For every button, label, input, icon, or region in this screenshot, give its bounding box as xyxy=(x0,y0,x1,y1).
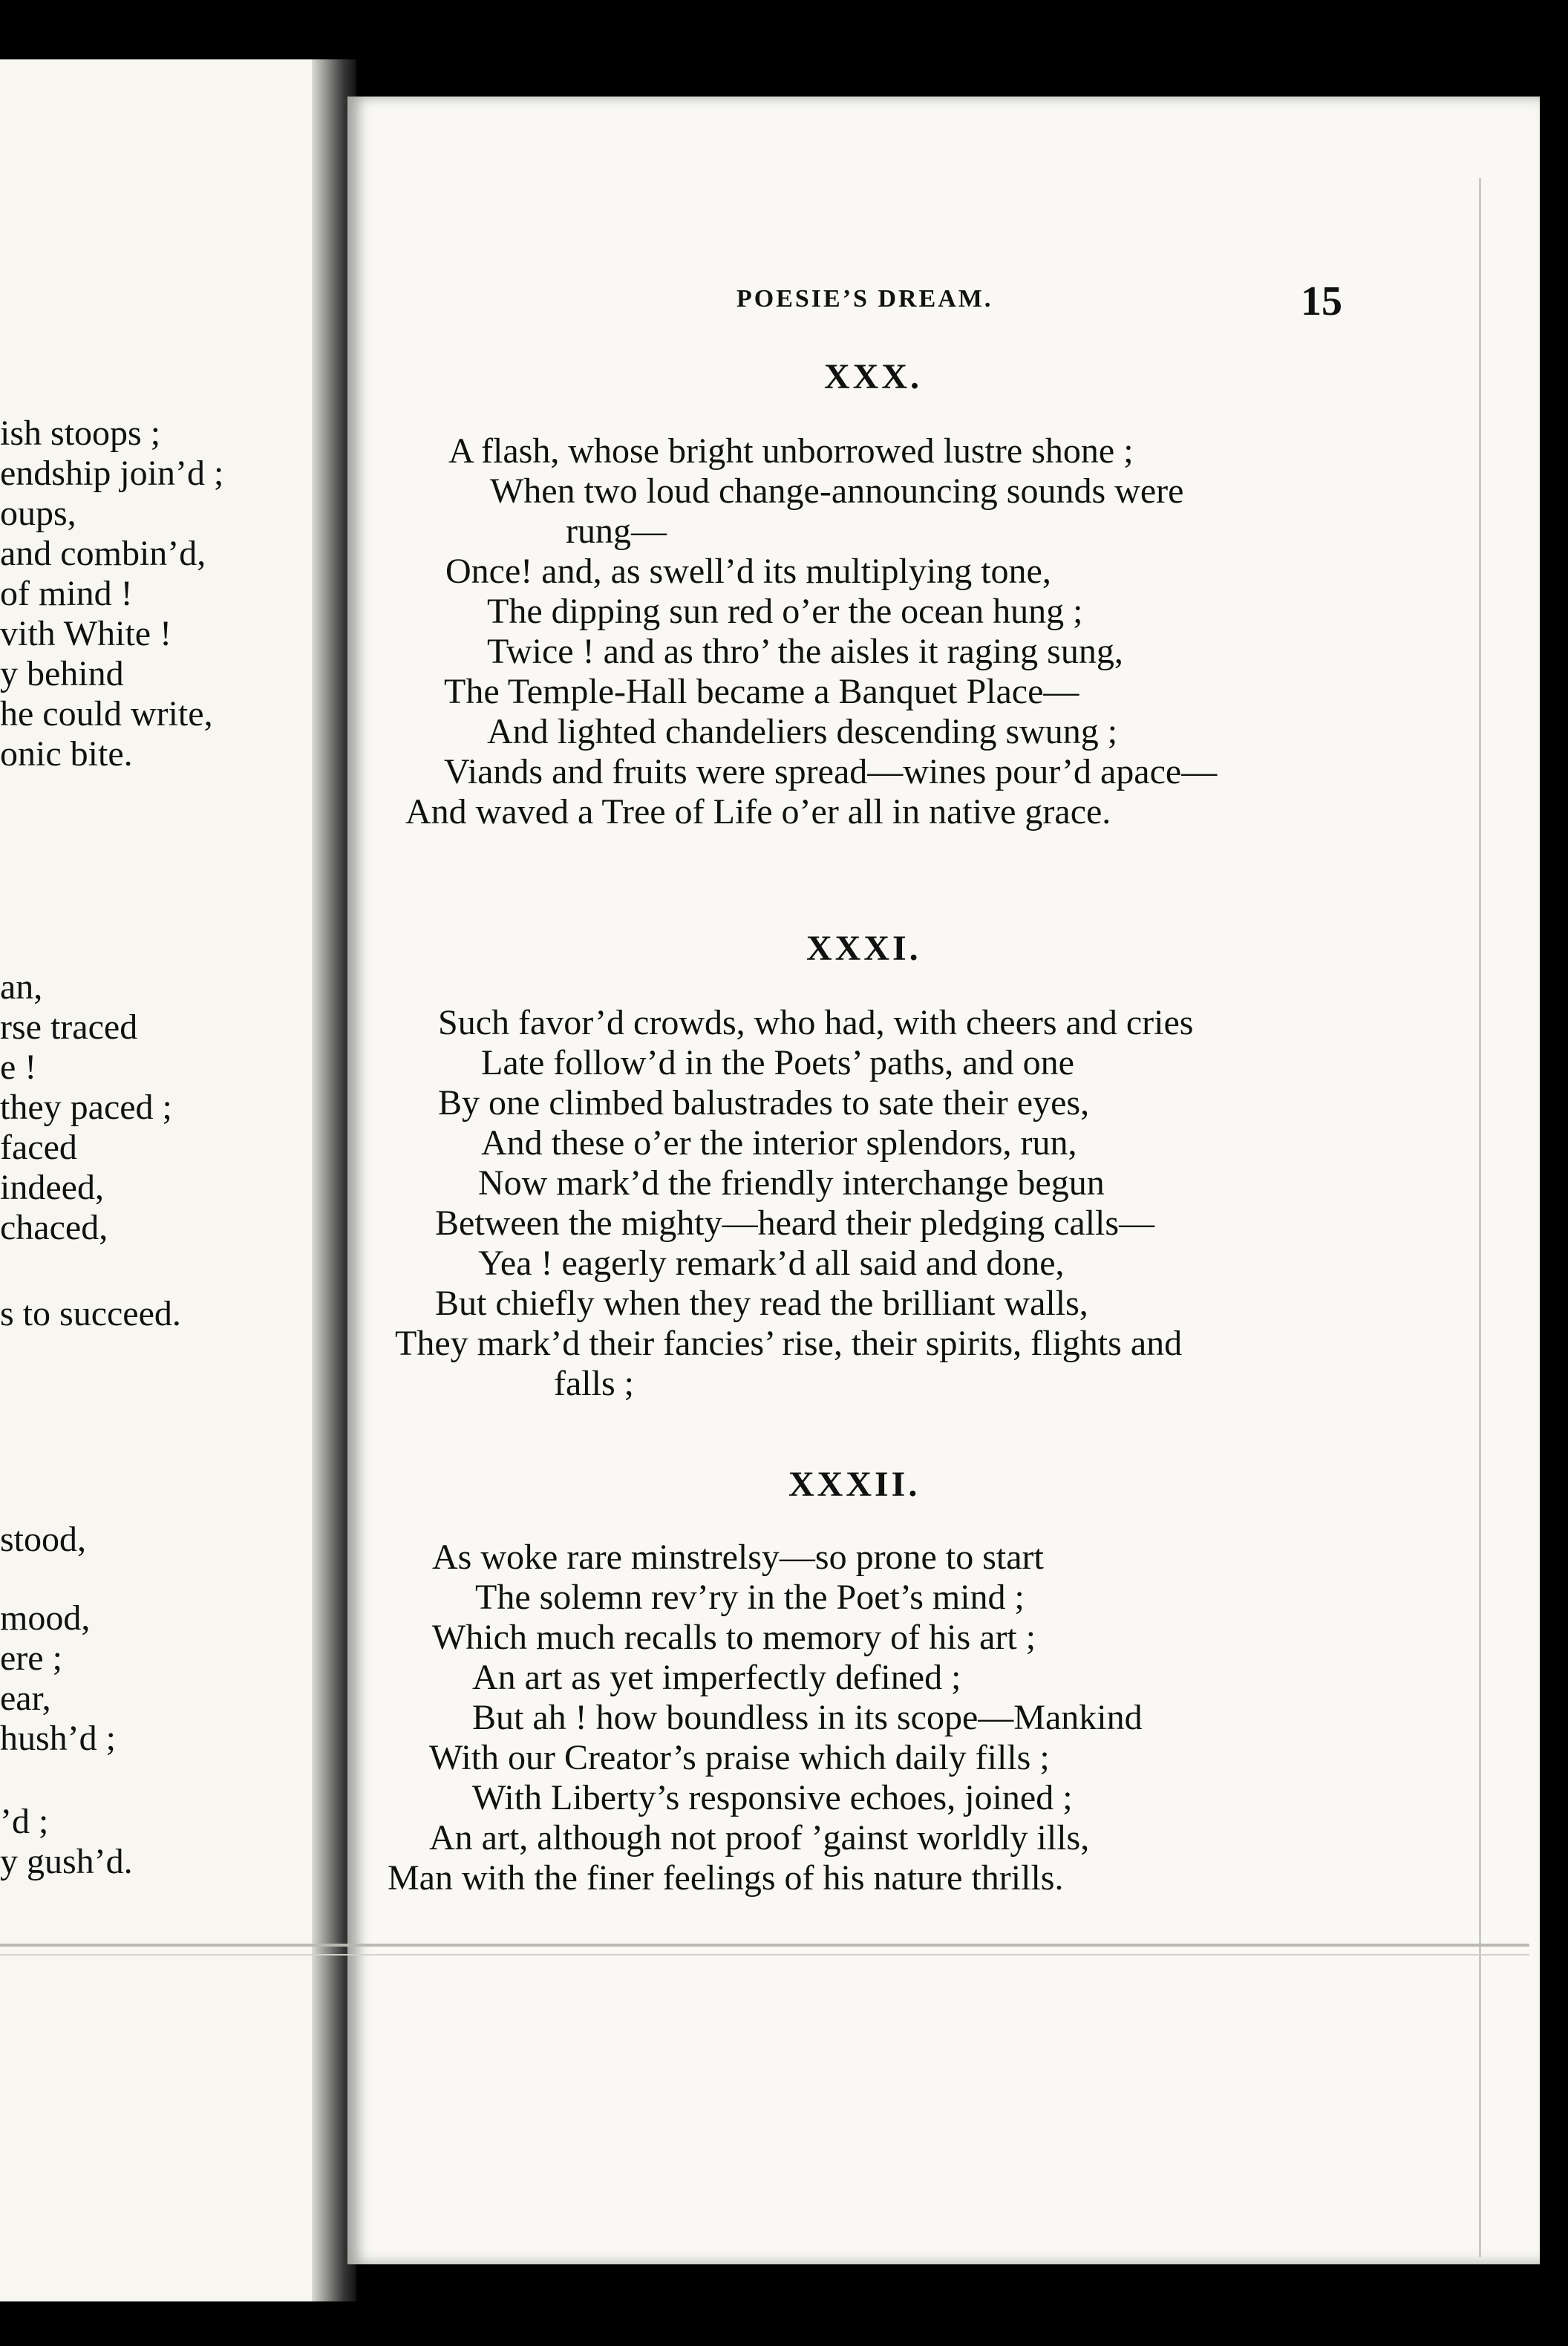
verse-line: Viands and fruits were spread—wines pour’d apace— xyxy=(444,752,1218,791)
left-fragment: e ! xyxy=(0,1048,37,1087)
left-fragment: faced xyxy=(0,1128,77,1167)
page-number: 15 xyxy=(1301,278,1342,324)
verse-line: Late follow’d in the Poets’ paths, and one xyxy=(481,1043,1074,1082)
verse-line: When two loud change-announcing sounds were xyxy=(490,471,1184,511)
left-fragment: he could write, xyxy=(0,694,213,733)
verse-line: Between the mighty—heard their pledging calls— xyxy=(435,1203,1155,1243)
verse-line: They mark’d their fancies’ rise, their spirits, flights and xyxy=(395,1324,1183,1363)
left-fragment: they paced ; xyxy=(0,1088,172,1127)
left-page xyxy=(0,59,327,2301)
verse-line: And lighted chandeliers descending swung ; xyxy=(487,712,1118,751)
left-fragment: oups, xyxy=(0,494,76,533)
left-fragment: ’d ; xyxy=(0,1802,49,1841)
left-fragment: ere ; xyxy=(0,1638,62,1678)
left-fragment: chaced, xyxy=(0,1208,108,1247)
left-fragment: indeed, xyxy=(0,1168,104,1207)
stanza-number: XXX. xyxy=(824,357,922,396)
verse-line: Twice ! and as thro’ the aisles it raging sung, xyxy=(487,632,1123,671)
left-fragment: s to succeed. xyxy=(0,1294,181,1333)
left-fragment: y gush’d. xyxy=(0,1842,133,1881)
left-fragment: stood, xyxy=(0,1520,87,1559)
verse-line: Once! and, as swell’d its multiplying tone, xyxy=(445,552,1051,591)
verse-line: The solemn rev’ry in the Poet’s mind ; xyxy=(475,1578,1025,1617)
stanza-number: XXXI. xyxy=(806,929,921,968)
verse-line: An art, although not proof ’gainst worldly ills, xyxy=(429,1818,1090,1857)
verse-line: A flash, whose bright unborrowed lustre shone ; xyxy=(448,431,1134,471)
verse-line: Yea ! eagerly remark’d all said and done, xyxy=(478,1244,1065,1283)
verse-line: Now mark’d the friendly interchange begun xyxy=(478,1163,1105,1203)
verse-line: By one climbed balustrades to sate their eyes, xyxy=(438,1083,1090,1123)
verse-line: As woke rare minstrelsy—so prone to start xyxy=(432,1538,1044,1577)
verse-line: Man with the finer feelings of his nature thrills. xyxy=(388,1858,1064,1898)
verse-line: An art as yet imperfectly defined ; xyxy=(472,1658,961,1697)
left-fragment: an, xyxy=(0,967,43,1007)
running-head: POESIE’S DREAM. xyxy=(736,285,993,313)
verse-line: And waved a Tree of Life o’er all in native grace. xyxy=(405,792,1111,831)
left-fragment: endship join’d ; xyxy=(0,454,224,493)
verse-line: rung— xyxy=(566,512,667,551)
page-bottom-rule xyxy=(0,1954,1529,1955)
verse-line: The Temple-Hall became a Banquet Place— xyxy=(444,672,1079,711)
verse-line: Such favor’d crowds, who had, with cheers and cries xyxy=(438,1003,1194,1042)
left-fragment: rse traced xyxy=(0,1007,138,1047)
verse-line: But ah ! how boundless in its scope—Mankind xyxy=(472,1698,1143,1737)
verse-line: And these o’er the interior splendors, run, xyxy=(481,1123,1077,1163)
left-fragment: of mind ! xyxy=(0,574,133,613)
stanza-number: XXXII. xyxy=(788,1465,921,1504)
verse-line: But chiefly when they read the brilliant walls, xyxy=(435,1284,1088,1323)
left-fragment: hush’d ; xyxy=(0,1719,116,1758)
verse-line: falls ; xyxy=(554,1364,634,1403)
left-fragment: mood, xyxy=(0,1598,91,1638)
verse-line: With Liberty’s responsive echoes, joined ; xyxy=(472,1778,1073,1817)
verse-line: With our Creator’s praise which daily fills ; xyxy=(429,1738,1050,1777)
left-fragment: and combin’d, xyxy=(0,534,206,573)
verse-line: The dipping sun red o’er the ocean hung ; xyxy=(487,592,1083,631)
left-fragment: vith White ! xyxy=(0,614,172,653)
left-fragment: ear, xyxy=(0,1679,51,1718)
left-fragment: ish stoops ; xyxy=(0,414,161,453)
page-bottom-rule xyxy=(0,1944,1529,1947)
left-fragment: y behind xyxy=(0,654,124,693)
verse-line: Which much recalls to memory of his art ; xyxy=(432,1618,1036,1657)
left-fragment: onic bite. xyxy=(0,734,133,774)
